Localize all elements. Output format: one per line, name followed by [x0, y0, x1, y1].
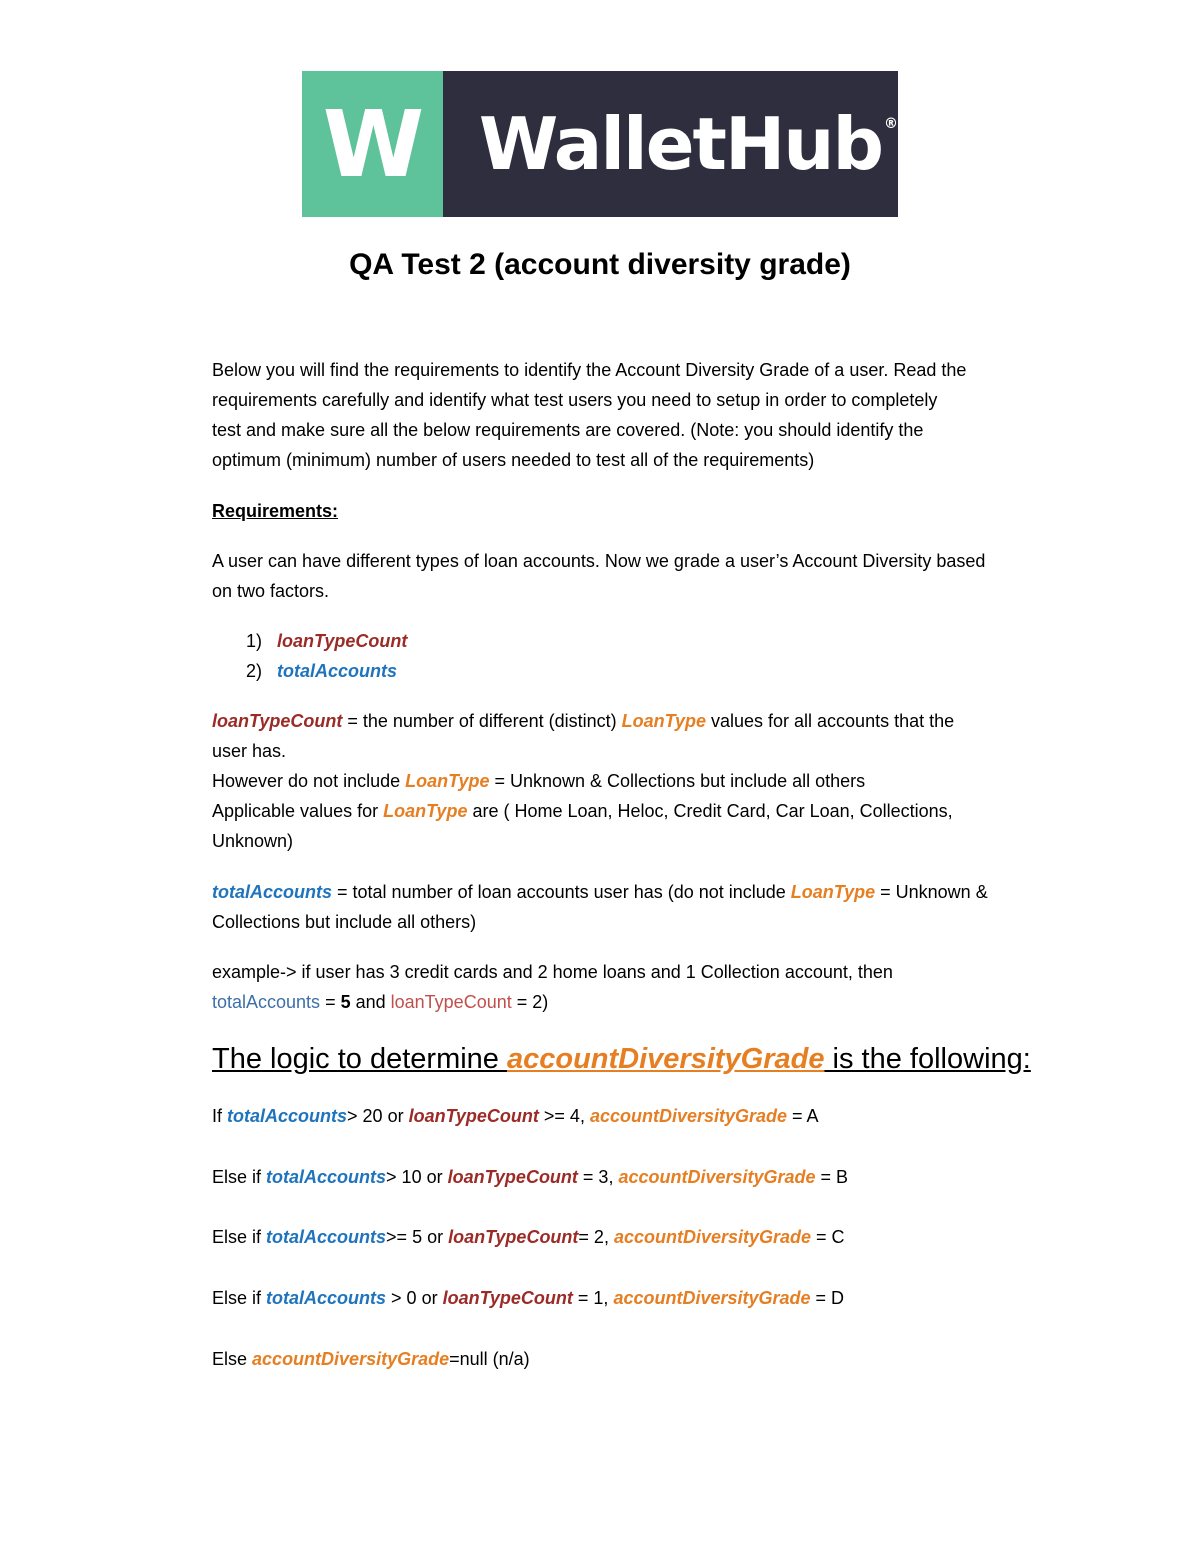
factors-list — [212, 626, 1072, 686]
rule-a: If totalAccounts> 20 or loanTypeCount >= 4, accountDiversityGrade = A — [212, 1106, 819, 1126]
page-title: QA Test 2 (account diversity grade) — [349, 248, 851, 281]
logic-heading: The logic to determine accountDiversityGrade is the following: — [212, 1043, 1031, 1075]
rule-d: Else if totalAccounts > 0 or loanTypeCount = 1, accountDiversityGrade = D — [212, 1288, 845, 1308]
loan-type-count-definition: loanTypeCount = the number of different (distinct) LoanType values for all accounts that the user has. However do not include LoanType = Unknown & Collections but include all others Applicable values for LoanType are ( Home Loan, Heloc, Credit Card, Car Loan, Collections, Unknown) — [212, 711, 955, 851]
rule-null: Else accountDiversityGrade=null (n/a) — [212, 1349, 530, 1369]
list-item: 1) loanTypeCount — [246, 631, 408, 651]
total-accounts-definition: totalAccounts = total number of loan accounts user has (do not include LoanType = Unknown & Collections but include all others) — [212, 882, 988, 932]
requirements-heading: Requirements: — [212, 501, 339, 521]
rule-b: Else if totalAccounts> 10 or loanTypeCount = 3, accountDiversityGrade = B — [212, 1167, 849, 1187]
logo-wordmark: WalletHub ® — [443, 71, 898, 217]
intro-paragraph: Below you will find the requirements to identify the Account Diversity Grade of a user. Read the requirements carefully and identify what test users you need to setup in order to completely test and make sure all the below requirements are covered. (Note: you should identify the optimum (minimum) number of users needed to test all of the requirements) — [212, 360, 967, 470]
example-paragraph: example-> if user has 3 credit cards and 2 home loans and 1 Collection account, then totalAccounts = 5 and loanTypeCount = 2) — [212, 962, 893, 1012]
logo-w-mark: W — [302, 71, 443, 217]
list-item: 2) totalAccounts — [246, 661, 398, 681]
rule-c: Else if totalAccounts>= 5 or loanTypeCount= 2, accountDiversityGrade = C — [212, 1227, 845, 1247]
factors-intro: A user can have different types of loan accounts. Now we grade a user’s Account Diversity based on two factors. — [212, 551, 986, 601]
wallethub-logo — [302, 71, 898, 217]
